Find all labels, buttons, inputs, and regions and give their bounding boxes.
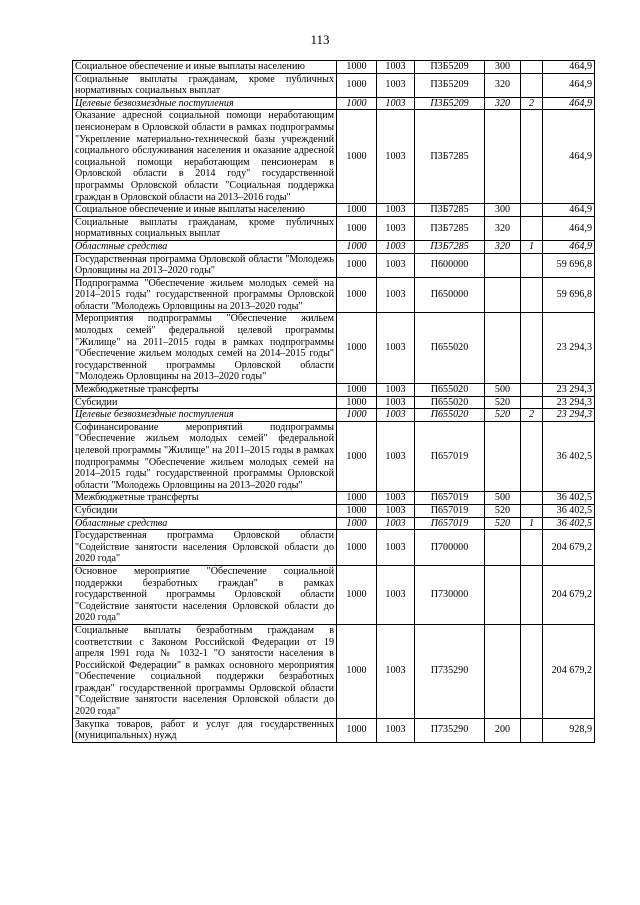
row-amount: 36 402,5 <box>543 517 595 530</box>
row-expense-type <box>485 313 521 384</box>
row-razdel: 1000 <box>337 421 377 492</box>
row-amount: 59 696,8 <box>543 277 595 313</box>
table-row <box>73 409 595 422</box>
row-funding-source <box>521 313 543 384</box>
table-row <box>73 384 595 397</box>
row-name: Межбюджетные трансферты <box>73 384 337 397</box>
row-name: Субсидии <box>73 396 337 409</box>
row-target-article: П655020 <box>415 384 485 397</box>
row-name: Социальные выплаты безработным гражданам в соответствии с Законом Российской Федерации от 19 апреля 1991 года № 1032-1 "О занятости населения в Российской Федерации" в рамках основного мероприятия "Обеспечение социальной поддержки безработных граждан" государственной программы Орловской области "Содействие занятости населения Орловской области до 2020 года" <box>73 624 337 718</box>
row-target-article: П3Б7285 <box>415 240 485 253</box>
row-amount: 464,9 <box>543 61 595 74</box>
row-podrazdel: 1003 <box>377 396 415 409</box>
row-funding-source <box>521 530 543 566</box>
row-podrazdel: 1003 <box>377 492 415 505</box>
row-razdel: 1000 <box>337 253 377 277</box>
row-funding-source: 2 <box>521 409 543 422</box>
row-expense-type: 200 <box>485 718 521 742</box>
row-funding-source <box>521 384 543 397</box>
row-funding-source <box>521 421 543 492</box>
row-podrazdel: 1003 <box>377 204 415 217</box>
row-podrazdel: 1003 <box>377 718 415 742</box>
row-name: Социальные выплаты гражданам, кроме публичных нормативных социальных выплат <box>73 216 337 240</box>
row-expense-type <box>485 253 521 277</box>
row-podrazdel: 1003 <box>377 61 415 74</box>
table-row <box>73 110 595 204</box>
budget-table-body <box>73 61 595 743</box>
row-expense-type: 320 <box>485 97 521 110</box>
row-target-article: П735290 <box>415 624 485 718</box>
row-podrazdel: 1003 <box>377 624 415 718</box>
row-expense-type: 500 <box>485 384 521 397</box>
row-amount: 204 679,2 <box>543 565 595 624</box>
row-target-article: П657019 <box>415 517 485 530</box>
table-row <box>73 313 595 384</box>
row-expense-type: 520 <box>485 409 521 422</box>
row-target-article: П3Б7285 <box>415 216 485 240</box>
row-razdel: 1000 <box>337 565 377 624</box>
row-name: Целевые безвозмездные поступления <box>73 409 337 422</box>
row-podrazdel: 1003 <box>377 421 415 492</box>
row-name: Государственная программа Орловской области "Молодежь Орловщины на 2013–2020 годы" <box>73 253 337 277</box>
row-funding-source: 2 <box>521 97 543 110</box>
row-name: Подпрограмма "Обеспечение жильем молодых семей на 2014–2015 годы" государственной программы Орловской области "Молодежь Орловщины на 2013–2020 годы" <box>73 277 337 313</box>
row-expense-type: 300 <box>485 61 521 74</box>
row-amount: 464,9 <box>543 204 595 217</box>
row-podrazdel: 1003 <box>377 240 415 253</box>
row-expense-type <box>485 110 521 204</box>
row-funding-source <box>521 110 543 204</box>
row-target-article: П735290 <box>415 718 485 742</box>
row-funding-source <box>521 492 543 505</box>
row-amount: 36 402,5 <box>543 504 595 517</box>
row-name: Целевые безвозмездные поступления <box>73 97 337 110</box>
row-target-article: П700000 <box>415 530 485 566</box>
row-expense-type: 520 <box>485 517 521 530</box>
row-funding-source <box>521 61 543 74</box>
row-razdel: 1000 <box>337 73 377 97</box>
row-funding-source <box>521 504 543 517</box>
row-target-article: П655020 <box>415 396 485 409</box>
table-row <box>73 61 595 74</box>
row-amount: 464,9 <box>543 216 595 240</box>
row-expense-type: 520 <box>485 396 521 409</box>
table-row <box>73 421 595 492</box>
row-razdel: 1000 <box>337 409 377 422</box>
row-razdel: 1000 <box>337 396 377 409</box>
row-amount: 928,9 <box>543 718 595 742</box>
table-row <box>73 216 595 240</box>
row-name: Оказание адресной социальной помощи неработающим пенсионерам в Орловской области в рамках подпрограммы "Укрепление материально-технической базы учреждений социального обслуживания населения и оказание адресной социальной помощи неработающим пенсионерам в Орловской области в 2014 году" государственной программы Орловской области "Социальная поддержка граждан в Орловской области на 2013–2016 годы" <box>73 110 337 204</box>
row-expense-type <box>485 530 521 566</box>
row-name: Мероприятия подпрограммы "Обеспечение жильем молодых семей" федеральной целевой программы "Жилище" на 2011–2015 годы в рамках подпрограммы "Обеспечение жильем молодых семей на 2014–2015 годы" государственной программы Орловской области "Молодежь Орловщины на 2013–2020 годы" <box>73 313 337 384</box>
row-podrazdel: 1003 <box>377 504 415 517</box>
row-funding-source <box>521 73 543 97</box>
row-razdel: 1000 <box>337 110 377 204</box>
row-razdel: 1000 <box>337 240 377 253</box>
row-funding-source: 1 <box>521 517 543 530</box>
row-expense-type: 320 <box>485 216 521 240</box>
row-funding-source <box>521 396 543 409</box>
row-funding-source <box>521 216 543 240</box>
row-target-article: П657019 <box>415 492 485 505</box>
budget-table <box>72 60 595 743</box>
row-name: Областные средства <box>73 517 337 530</box>
row-target-article: П657019 <box>415 421 485 492</box>
row-target-article: П730000 <box>415 565 485 624</box>
table-row <box>73 624 595 718</box>
table-row <box>73 504 595 517</box>
row-name: Межбюджетные трансферты <box>73 492 337 505</box>
row-podrazdel: 1003 <box>377 110 415 204</box>
row-amount: 204 679,2 <box>543 530 595 566</box>
row-razdel: 1000 <box>337 216 377 240</box>
row-expense-type: 320 <box>485 240 521 253</box>
table-row <box>73 97 595 110</box>
row-razdel: 1000 <box>337 530 377 566</box>
row-target-article: П655020 <box>415 409 485 422</box>
table-row <box>73 240 595 253</box>
row-expense-type <box>485 277 521 313</box>
row-podrazdel: 1003 <box>377 97 415 110</box>
row-target-article: П3Б5209 <box>415 97 485 110</box>
row-target-article: П655020 <box>415 313 485 384</box>
row-name: Социальное обеспечение и иные выплаты населению <box>73 204 337 217</box>
row-amount: 23 294,3 <box>543 384 595 397</box>
row-amount: 36 402,5 <box>543 492 595 505</box>
row-name: Областные средства <box>73 240 337 253</box>
row-razdel: 1000 <box>337 277 377 313</box>
table-row <box>73 530 595 566</box>
row-amount: 23 294,3 <box>543 409 595 422</box>
row-razdel: 1000 <box>337 204 377 217</box>
row-expense-type: 300 <box>485 204 521 217</box>
row-amount: 464,9 <box>543 97 595 110</box>
row-funding-source <box>521 718 543 742</box>
row-funding-source <box>521 565 543 624</box>
row-razdel: 1000 <box>337 61 377 74</box>
table-row <box>73 517 595 530</box>
row-amount: 23 294,3 <box>543 313 595 384</box>
row-funding-source <box>521 277 543 313</box>
row-expense-type: 320 <box>485 73 521 97</box>
row-target-article: П657019 <box>415 504 485 517</box>
row-target-article: П3Б5209 <box>415 61 485 74</box>
table-row <box>73 492 595 505</box>
row-expense-type: 500 <box>485 492 521 505</box>
row-amount: 204 679,2 <box>543 624 595 718</box>
row-expense-type <box>485 624 521 718</box>
row-target-article: П3Б5209 <box>415 73 485 97</box>
row-name: Основное мероприятие "Обеспечение социальной поддержки безработных граждан" в рамках государственной программы Орловской области "Содействие занятости населения Орловской области до 2020 года" <box>73 565 337 624</box>
row-target-article: П3Б7285 <box>415 110 485 204</box>
row-funding-source <box>521 253 543 277</box>
row-amount: 36 402,5 <box>543 421 595 492</box>
row-amount: 464,9 <box>543 73 595 97</box>
row-expense-type: 520 <box>485 504 521 517</box>
row-name: Закупка товаров, работ и услуг для государственных (муниципальных) нужд <box>73 718 337 742</box>
row-podrazdel: 1003 <box>377 517 415 530</box>
table-row <box>73 204 595 217</box>
row-razdel: 1000 <box>337 97 377 110</box>
row-razdel: 1000 <box>337 384 377 397</box>
row-amount: 464,9 <box>543 240 595 253</box>
row-target-article: П600000 <box>415 253 485 277</box>
table-row <box>73 253 595 277</box>
row-funding-source <box>521 624 543 718</box>
table-row <box>73 718 595 742</box>
row-target-article: П650000 <box>415 277 485 313</box>
row-razdel: 1000 <box>337 313 377 384</box>
row-podrazdel: 1003 <box>377 253 415 277</box>
table-row <box>73 73 595 97</box>
row-funding-source: 1 <box>521 240 543 253</box>
row-podrazdel: 1003 <box>377 216 415 240</box>
row-podrazdel: 1003 <box>377 409 415 422</box>
row-podrazdel: 1003 <box>377 277 415 313</box>
row-target-article: П3Б7285 <box>415 204 485 217</box>
table-row <box>73 277 595 313</box>
row-name: Софинансирование мероприятий подпрограммы "Обеспечение жильем молодых семей" федеральной целевой программы "Жилище" на 2011–2015 годы в рамках подпрограммы "Обеспечение жильем молодых семей на 2014–2015 годы" государственной программы Орловской области "Молодежь Орловщины на 2013–2020 годы" <box>73 421 337 492</box>
row-razdel: 1000 <box>337 504 377 517</box>
row-name: Государственная программа Орловской области "Содействие занятости населения Орловской области до 2020 года" <box>73 530 337 566</box>
page-number: 113 <box>310 32 330 47</box>
row-podrazdel: 1003 <box>377 530 415 566</box>
row-expense-type <box>485 565 521 624</box>
row-razdel: 1000 <box>337 517 377 530</box>
row-funding-source <box>521 204 543 217</box>
row-name: Социальные выплаты гражданам, кроме публичных нормативных социальных выплат <box>73 73 337 97</box>
table-row <box>73 396 595 409</box>
row-podrazdel: 1003 <box>377 384 415 397</box>
row-expense-type <box>485 421 521 492</box>
table-row <box>73 565 595 624</box>
row-podrazdel: 1003 <box>377 73 415 97</box>
row-podrazdel: 1003 <box>377 565 415 624</box>
row-razdel: 1000 <box>337 624 377 718</box>
row-name: Социальное обеспечение и иные выплаты населению <box>73 61 337 74</box>
row-podrazdel: 1003 <box>377 313 415 384</box>
row-amount: 464,9 <box>543 110 595 204</box>
row-razdel: 1000 <box>337 492 377 505</box>
row-name: Субсидии <box>73 504 337 517</box>
row-razdel: 1000 <box>337 718 377 742</box>
row-amount: 23 294,3 <box>543 396 595 409</box>
row-amount: 59 696,8 <box>543 253 595 277</box>
